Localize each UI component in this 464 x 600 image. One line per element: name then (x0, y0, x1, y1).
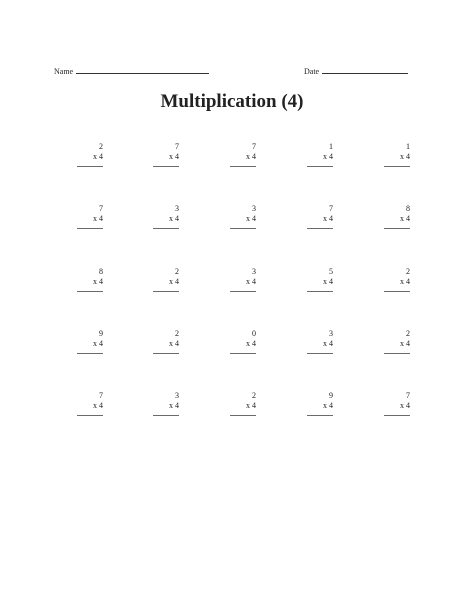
multiplier: x 4 (93, 277, 103, 286)
answer-line[interactable] (77, 291, 103, 292)
problem-r3-c1 (77, 267, 103, 292)
multiplicand: 3 (175, 204, 179, 213)
multiplier: x 4 (169, 339, 179, 348)
answer-line[interactable] (307, 415, 333, 416)
date-field (304, 66, 408, 77)
answer-line[interactable] (384, 291, 410, 292)
problem-r5-c3 (230, 391, 256, 416)
problem-r2-c5 (384, 204, 410, 229)
multiplicand: 8 (406, 204, 410, 213)
answer-line[interactable] (77, 353, 103, 354)
problem-r4-c2 (153, 329, 179, 354)
answer-line[interactable] (77, 228, 103, 229)
problem-r2-c3 (230, 204, 256, 229)
multiplier: x 4 (323, 152, 333, 161)
multiplier: x 4 (169, 277, 179, 286)
multiplicand: 2 (175, 267, 179, 276)
problem-r1-c4 (307, 142, 333, 167)
answer-line[interactable] (77, 415, 103, 416)
problem-r1-c2 (153, 142, 179, 167)
problem-r3-c2 (153, 267, 179, 292)
multiplicand: 7 (252, 142, 256, 151)
problem-r2-c4 (307, 204, 333, 229)
multiplicand: 3 (329, 329, 333, 338)
answer-line[interactable] (230, 353, 256, 354)
problem-r5-c2 (153, 391, 179, 416)
multiplier: x 4 (93, 339, 103, 348)
multiplicand: 7 (175, 142, 179, 151)
multiplier: x 4 (323, 214, 333, 223)
answer-line[interactable] (153, 228, 179, 229)
multiplier: x 4 (400, 152, 410, 161)
answer-line[interactable] (230, 228, 256, 229)
multiplicand: 9 (329, 391, 333, 400)
name-label: Name (54, 67, 74, 76)
problem-r4-c5 (384, 329, 410, 354)
name-field (54, 66, 209, 77)
multiplier: x 4 (169, 214, 179, 223)
answer-line[interactable] (307, 353, 333, 354)
multiplier: x 4 (400, 339, 410, 348)
answer-line[interactable] (384, 353, 410, 354)
multiplicand: 7 (329, 204, 333, 213)
multiplicand: 2 (406, 329, 410, 338)
multiplicand: 2 (175, 329, 179, 338)
answer-line[interactable] (153, 353, 179, 354)
problem-r3-c5 (384, 267, 410, 292)
problem-r5-c1 (77, 391, 103, 416)
answer-line[interactable] (307, 166, 333, 167)
multiplier: x 4 (323, 339, 333, 348)
multiplier: x 4 (246, 339, 256, 348)
problem-r1-c5 (384, 142, 410, 167)
multiplicand: 7 (406, 391, 410, 400)
multiplier: x 4 (93, 401, 103, 410)
multiplicand: 9 (99, 329, 103, 338)
multiplicand: 7 (99, 391, 103, 400)
multiplicand: 5 (329, 267, 333, 276)
multiplier: x 4 (93, 152, 103, 161)
problem-r4-c1 (77, 329, 103, 354)
multiplier: x 4 (93, 214, 103, 223)
answer-line[interactable] (230, 415, 256, 416)
multiplicand: 8 (99, 267, 103, 276)
answer-line[interactable] (384, 166, 410, 167)
answer-line[interactable] (153, 166, 179, 167)
multiplier: x 4 (400, 214, 410, 223)
problem-r2-c1 (77, 204, 103, 229)
problem-r3-c4 (307, 267, 333, 292)
multiplier: x 4 (323, 401, 333, 410)
multiplicand: 3 (252, 267, 256, 276)
answer-line[interactable] (230, 291, 256, 292)
name-blank-line[interactable] (76, 66, 209, 74)
problem-r3-c3 (230, 267, 256, 292)
multiplier: x 4 (246, 277, 256, 286)
problem-r1-c1 (77, 142, 103, 167)
answer-line[interactable] (384, 228, 410, 229)
answer-line[interactable] (307, 228, 333, 229)
answer-line[interactable] (307, 291, 333, 292)
answer-line[interactable] (153, 291, 179, 292)
multiplicand: 1 (329, 142, 333, 151)
multiplicand: 2 (99, 142, 103, 151)
date-blank-line[interactable] (322, 66, 408, 74)
date-label: Date (304, 67, 320, 76)
multiplier: x 4 (246, 152, 256, 161)
multiplier: x 4 (400, 401, 410, 410)
multiplier: x 4 (246, 401, 256, 410)
multiplier: x 4 (169, 152, 179, 161)
multiplicand: 0 (252, 329, 256, 338)
multiplier: x 4 (169, 401, 179, 410)
multiplicand: 2 (406, 267, 410, 276)
multiplicand: 1 (406, 142, 410, 151)
problem-r5-c5 (384, 391, 410, 416)
problem-r2-c2 (153, 204, 179, 229)
answer-line[interactable] (384, 415, 410, 416)
answer-line[interactable] (230, 166, 256, 167)
answer-line[interactable] (77, 166, 103, 167)
multiplicand: 3 (252, 204, 256, 213)
problem-r5-c4 (307, 391, 333, 416)
problem-r4-c3 (230, 329, 256, 354)
multiplicand: 7 (99, 204, 103, 213)
problem-r4-c4 (307, 329, 333, 354)
multiplier: x 4 (246, 214, 256, 223)
answer-line[interactable] (153, 415, 179, 416)
multiplier: x 4 (323, 277, 333, 286)
problem-r1-c3 (230, 142, 256, 167)
multiplier: x 4 (400, 277, 410, 286)
multiplicand: 2 (252, 391, 256, 400)
multiplicand: 3 (175, 391, 179, 400)
worksheet-title: Multiplication (4) (160, 91, 304, 112)
